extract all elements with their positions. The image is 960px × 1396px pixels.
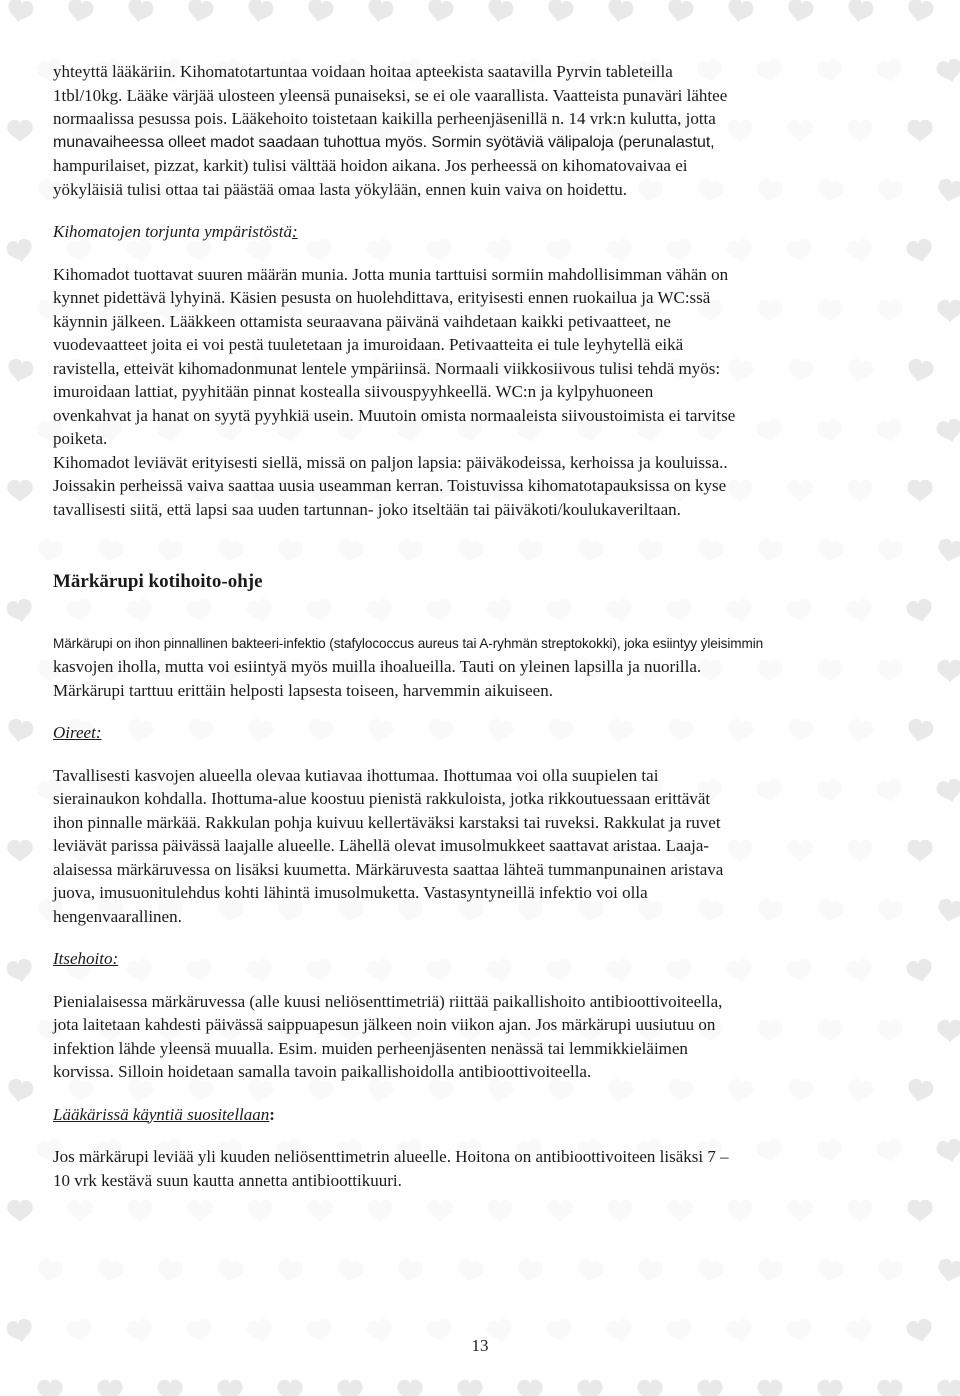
heart-icon [905,357,934,384]
heart-icon [935,777,960,804]
heart-icon [5,597,34,624]
heart-icon [577,1380,602,1396]
heart-icon [515,1257,544,1284]
heart-icon [907,840,932,863]
text-line: vuodevaatteet joita ei voi pestä tuuletetaan ja imuroidaan. Petivaatteita ei tule leyhytellä eikä [53,335,684,354]
heart-icon [307,1200,332,1223]
heart-icon [485,0,514,25]
heart-icon [787,1200,812,1223]
heart-icon [65,0,94,25]
heart-icon [217,1380,242,1396]
text-line: ovenkahvat ja hanat on syytä pyyhkiä usein. Muutoin omista normaaleista siivoustoimista ei tarvitse [53,405,736,425]
heart-icon [215,1257,244,1284]
heart-icon [935,417,960,444]
heart-icon [187,1200,212,1223]
heart-icon [367,1200,392,1223]
subheading-text: Lääkärissä käyntiä suositellaan [53,1104,270,1124]
heart-icon [487,1200,512,1223]
text-line: ihon pinnalle märkää. Rakkulan pohja kuivuu kellertäväksi karstaksi tai ruveksi. Rakkulat ja ruvet [53,812,721,832]
heart-icon [605,0,634,25]
heart-icon [155,1257,184,1284]
subheading-colon: : [269,1104,275,1124]
heart-icon [725,0,754,25]
text-line: Pienialaisessa märkäruvessa (alle kuusi neliösenttimetriä) riittää paikallishoito antibioottivoiteella, [53,991,723,1011]
heart-icon [905,597,934,624]
heart-icon [547,1200,572,1223]
section-title-markarupi: Märkärupi kotihoito-ohje [53,571,263,592]
text-line: poiketa. [53,429,108,448]
text-line: Jos märkärupi leviää yli kuuden neliösenttimetrin alueelle. Hoitona on antibioottivoiteen lisäksi 7 – [53,1147,729,1166]
text-line: käynnin jälkeen. Lääkkeen ottamista seuraavana päivänä vaihdetaan kaikki petivaatteet, ne [53,311,671,331]
heart-icon [365,0,394,25]
subheading-text: Itsehoito [53,949,113,968]
heart-icon [395,1257,424,1284]
heart-icon [247,1200,272,1223]
heart-icon [845,0,874,25]
document-body [53,60,908,1192]
subheading-oireet [53,721,908,745]
heart-icon [937,1380,960,1396]
text-line: normaalissa pesussa pois. Lääkehoito toistetaan kaikilla perheenjäsenillä n. 14 vrk:n kulutta, jotta [53,109,716,128]
heart-icon [5,1077,34,1104]
text-line: korvissa. Silloin hoidetaan samalla tavoin paikallishoidolla antibioottivoiteella. [53,1062,592,1081]
heart-icon [185,0,214,25]
heart-icon [275,1257,304,1284]
subheading-itsehoito [53,947,908,971]
heart-icon [455,1257,484,1284]
heart-icon [127,1200,152,1223]
heart-icon [7,840,32,863]
text-line: hampurilaiset, pizzat, karkit) tulisi välttää hoidon aikana. Jos perheessä on kihomatovaivaa ei [53,156,688,175]
heart-icon [817,1380,842,1396]
text-line: 1tbl/10kg. Lääke värjää ulosteen yleensä punaiseksi, se ei ole vaarallista. Vaatteista punaväri lähtee [53,85,728,105]
text-line: tavallisesti siitä, että lapsi saa uuden tartunnan- joko itseltään tai päiväkoti/koulukaveriltaan. [53,499,681,519]
text-line: Kihomadot tuottavat suuren määrän munia. Jotta munia tarttuisi sormiin mahdollisimman vähän on [53,264,729,284]
text-line: imuroidaan lattiat, pyyhitään pinnat kostealla siivouspyyhkeellä. WC:n ja kylpyhuoneen [53,382,654,401]
heart-icon [457,1380,482,1396]
text-line: leviävät parissa päivässä laajalle alueelle. Lähellä olevat imusolmukkeet saattavat aristaa. Laaja- [53,836,710,855]
text-line: Tavallisesti kasvojen alueella olevaa kutiavaa ihottumaa. Ihottumaa voi olla suupielen tai [53,765,659,785]
heart-icon [5,0,34,25]
heart-icon [875,1257,904,1284]
text-line: kasvojen iholla, mutta voi esiintyä myös muilla ihoalueilla. Tauti on yleinen lapsilla ja nuorilla. [53,657,702,676]
paragraph-itsehoito [53,990,908,1084]
paragraph-pyrvin-treatment [53,60,908,201]
heart-icon [935,57,960,84]
subheading-text: Kihomatojen torjunta ympäristöstä [53,222,292,241]
text-line: yökyläisiä tulisi ottaa tai päästää omaa lasta yökylään, ennen kuin vaiva on hoidettu. [53,179,628,199]
text-line: Märkärupi on ihon pinnallinen bakteeri-infektio (stafylococcus aureus tai A-ryhmän streptokokki), joka esiintyy yleisimmin [53,635,764,651]
heart-icon [935,1137,960,1164]
heart-icon [907,120,932,143]
text-line: Märkärupi tarttuu erittäin helposti lapsesta toiseen, harvemmin aikuiseen. [53,680,553,700]
heart-icon [67,1200,92,1223]
subheading-text: Oireet [53,723,96,742]
heart-icon [5,957,34,984]
text-line: kynnet pidettävä lyhyinä. Käsien pesusta on huolehdittava, erityisesti ennen ruokailua ja WC:ssä [53,288,711,307]
paragraph-torjunta [53,263,908,522]
text-line: yhteyttä lääkäriin. Kihomatotartuntaa voidaan hoitaa apteekista saatavilla Pyrvin tableteilla [53,62,673,81]
heart-icon [607,1200,632,1223]
heart-icon [815,1257,844,1284]
heart-icon [37,1380,62,1396]
heart-icon [157,1380,182,1396]
heart-icon [427,1200,452,1223]
heart-icon [695,1257,724,1284]
text-line: juova, imusuonitulehdus kohti lähintä imusolmuketta. Vastasyntyneillä infektio voi olla [53,883,648,902]
heart-icon [757,1380,782,1396]
text-line: 10 vrk kestävä suun kautta annetta antibioottikuuri. [53,1170,402,1190]
heart-icon [665,0,694,25]
heart-icon [397,1380,422,1396]
heart-icon [905,237,934,264]
text-line: jota laitetaan kahdesti päivässä saippuapesun jälkeen noin viikon ajan. Jos märkärupi uusiutuu on [53,1015,716,1034]
subheading-colon: : [291,222,298,241]
heart-icon [905,1077,934,1104]
heart-icon [335,1257,364,1284]
heart-icon [637,1380,662,1396]
text-line: Joissakin perheissä vaiva saattaa uusia useamman kerran. Toistuvissa kihomatotapauksissa on kyse [53,476,727,495]
heart-icon [425,0,454,25]
heart-icon [245,0,274,25]
heart-icon [937,1020,960,1043]
heart-icon [7,1200,32,1223]
heart-icon [277,1380,302,1396]
subheading-colon: : [95,723,102,742]
heart-icon [727,1200,752,1223]
heart-icon [7,480,32,503]
heart-icon [847,1200,872,1223]
heart-icon [5,357,34,384]
heart-icon [97,1380,122,1396]
heart-icon [937,660,960,683]
heart-icon [635,1257,664,1284]
text-line: ravistella, etteivät kihomadonmunat lentele ympäriinsä. Normaali viikkosiivous tulisi tehdä myös: [53,358,721,378]
paragraph-markarupi-intro [53,632,908,703]
heart-icon [907,1200,932,1223]
heart-icon [35,1257,64,1284]
heart-icon [937,300,960,323]
heart-icon [7,120,32,143]
heart-icon [667,1200,692,1223]
text-line: infektion lähde yleensä muualla. Esim. muiden perheenjäsenten nenässä tai lemmikkieläimen [53,1038,688,1058]
heart-icon [905,717,934,744]
text-line: hengenvaarallinen. [53,906,182,926]
heart-icon [545,0,574,25]
paragraph-oireet [53,764,908,929]
heart-icon [935,537,960,564]
heart-icon [575,1257,604,1284]
heart-icon [935,177,960,204]
heart-icon [905,0,934,25]
subheading-colon: : [112,949,119,968]
heart-icon [95,1257,124,1284]
heart-icon [5,717,34,744]
text-line: sierainaukon kohdalla. Ihottuma-alue koostuu pienistä rakkuloista, jotka rikkoutuessaan erittävät [53,789,711,808]
heart-icon [905,957,934,984]
subheading-laakarissa [53,1103,908,1127]
heart-icon [907,480,932,503]
heart-icon [305,0,334,25]
heart-icon [5,237,34,264]
heart-icon [785,0,814,25]
text-line: munavaiheessa olleet madot saadaan tuhottua myös. Sormin syötäviä välipaloja (perunalastut, [53,133,715,151]
heart-icon [935,897,960,924]
heart-icon [935,1257,960,1284]
subheading-kihomatojen-torjunta [53,220,908,244]
heart-icon [877,1380,902,1396]
page-number: 13 [471,1336,489,1355]
text-line: alaisessa märkäruvessa on lisäksi kuumetta. Märkäruvesta saattaa lähteä tummanpunainen aristava [53,859,724,879]
heart-icon [755,1257,784,1284]
heart-icon [337,1380,362,1396]
paragraph-laakarissa [53,1145,908,1192]
text-line: Kihomadot leviävät erityisesti siellä, missä on paljon lapsia: päiväkodeissa, kerhoissa ja kouluissa.. [53,452,728,472]
heart-icon [125,0,154,25]
heart-icon [517,1380,542,1396]
heart-icon [697,1380,722,1396]
